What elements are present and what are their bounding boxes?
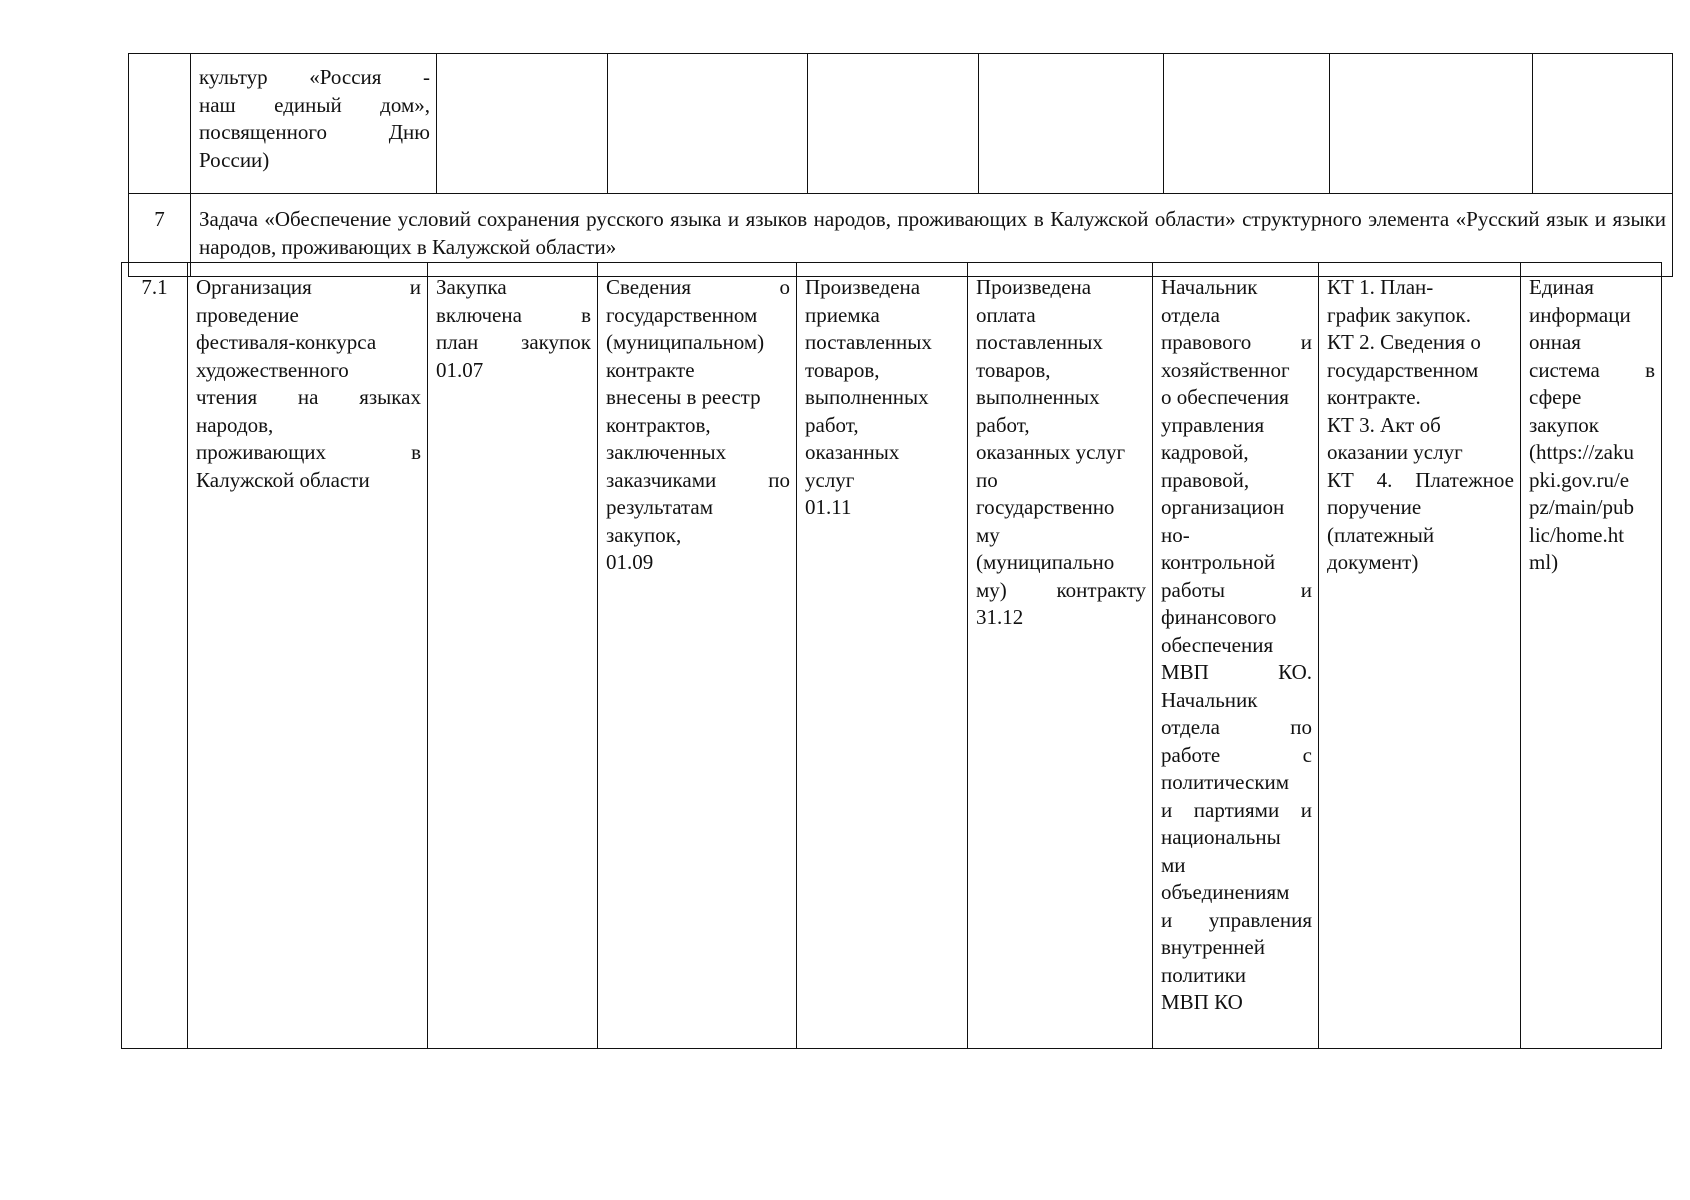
payment-line: оплата [976,302,1036,327]
acceptance-line: работ, [805,412,859,437]
event-line: проживающих в [196,440,421,464]
contract-line: контрактов, [606,412,711,437]
responsible-line: отдела [1161,302,1220,327]
system-line: сфере [1529,385,1582,409]
system-cell [1521,263,1662,1049]
empty-cell [608,54,808,194]
system-line: (https://zaku [1529,440,1634,464]
contract-line: Сведения о [606,275,790,299]
event-line: чтения на языках [196,385,421,409]
empty-cell [437,54,608,194]
empty-cell [808,54,979,194]
payment-line: му) контракту [976,577,1146,602]
responsible-line: правовой, [1161,467,1250,492]
responsible-line: организацион [1161,495,1285,519]
documents-line: КТ 4. Платежное [1327,467,1514,492]
system-line: pz/main/pub [1529,495,1634,519]
contract-line: контракте [606,357,695,382]
responsible-line: политическим [1161,770,1290,794]
event-line: художественного [196,357,349,382]
event-line: фестиваля-конкурса [196,330,377,354]
acceptance-line: Произведена [805,275,921,299]
system-line: Единая [1529,275,1594,299]
responsible-line: объединениям [1161,880,1290,904]
purchase-line: план закупок [436,330,591,354]
system-line: система в [1529,357,1655,382]
documents-line: документ) [1327,550,1419,574]
documents-line: поручение [1327,495,1422,519]
system-line: закупок [1529,412,1599,437]
contract-line: заключенных [606,440,727,464]
event-line: посвященного Дню [199,120,430,144]
responsible-line: управления [1161,412,1265,437]
system-line: ml) [1529,550,1559,574]
payment-line: государственно [976,495,1115,519]
responsible-line: отдела по [1161,715,1312,739]
payment-line: (муниципально [976,550,1115,574]
table-continuation [128,53,1673,277]
acceptance-line: оказанных [805,440,900,464]
contract-date: 01.09 [606,550,654,574]
documents-line: (платежный [1327,522,1435,547]
event-line: Организация и [196,275,421,299]
payment-line: товаров, [976,357,1051,382]
task-cell: Задача «Обеспечение условий сохранения русского языка и языков народов, проживающих в Калужской области» структурного элемента «Русский язык и языки народов, проживающих в Калужской области» [191,194,1673,277]
event-line: Калужской области [196,467,370,492]
empty-cell [1330,54,1533,194]
payment-cell [968,263,1153,1049]
documents-line: график закупок. [1327,302,1471,327]
responsible-line: МВП КО. [1161,660,1312,684]
responsible-line: и управления [1161,907,1312,932]
payment-date: 31.12 [976,605,1024,629]
responsible-line: кадровой, [1161,440,1249,464]
documents-line: КТ 1. План- [1327,275,1434,299]
acceptance-line: выполненных [805,385,929,409]
documents-line: оказании услуг [1327,440,1463,464]
documents-line: КТ 3. Акт об [1327,412,1441,437]
responsible-line: национальны [1161,825,1281,849]
table-row [129,54,1673,194]
event-line: культур «Россия - [199,65,430,89]
responsible-line: правового и [1161,330,1312,354]
row-number-cell [129,54,191,194]
responsible-line: ми [1161,852,1186,877]
responsible-line: и партиями и [1161,797,1312,822]
responsible-line: контрольной [1161,550,1276,574]
acceptance-date: 01.11 [805,495,852,519]
event-line: народов, [196,412,274,437]
documents-line: государственном [1327,357,1479,382]
purchase-date: 01.07 [436,357,484,382]
purchase-line: Закупка [436,275,507,299]
purchase-line: включена в [436,302,591,327]
documents-cell [1319,263,1521,1049]
table-row [122,263,1662,1049]
contract-line: результатам [606,495,714,519]
acceptance-line: товаров, [805,357,880,382]
responsible-line: но- [1161,522,1190,547]
payment-line: по [976,467,998,492]
responsible-line: Начальник [1161,687,1258,712]
acceptance-line: приемка [805,302,880,327]
purchase-cell [428,263,598,1049]
system-line: pki.gov.ru/e [1529,467,1630,492]
event-line: проведение [196,302,299,327]
responsible-line: политики [1161,962,1247,987]
event-cell [191,54,437,194]
payment-line: Произведена [976,275,1092,299]
event-line: России) [199,147,270,172]
responsible-cell [1153,263,1319,1049]
event-cell [188,263,428,1049]
acceptance-line: услуг [805,467,855,492]
responsible-line: работы и [1161,577,1312,602]
payment-line: оказанных услуг [976,440,1126,464]
responsible-line: работе с [1161,742,1312,767]
responsible-line: Начальник [1161,275,1258,299]
empty-cell [1164,54,1330,194]
contract-line: внесены в реестр [606,385,761,409]
payment-line: работ, [976,412,1030,437]
system-line: lic/home.ht [1529,522,1625,547]
contract-cell [598,263,797,1049]
empty-cell [1533,54,1673,194]
acceptance-line: поставленных [805,330,932,354]
system-line: онная [1529,330,1581,354]
row-number-cell: 7 [129,194,191,277]
system-line: информаци [1529,302,1631,327]
contract-line: государственном [606,302,758,327]
contract-line: (муниципальном) [606,330,765,354]
documents-line: контракте. [1327,385,1421,409]
table-row-7-1 [121,262,1662,1049]
row-number-cell: 7.1 [122,263,188,1049]
responsible-line: хозяйственног [1161,357,1290,382]
responsible-line: внутренней [1161,935,1265,959]
responsible-line: финансового [1161,605,1277,629]
documents-line: КТ 2. Сведения о [1327,330,1481,354]
contract-line: заказчиками по [606,467,790,492]
payment-line: му [976,522,1000,547]
acceptance-cell [797,263,968,1049]
responsible-line: МВП КО [1161,990,1243,1014]
event-line: наш единый дом», [199,92,430,117]
empty-cell [979,54,1164,194]
payment-line: выполненных [976,385,1100,409]
responsible-line: о обеспечения [1161,385,1289,409]
contract-line: закупок, [606,522,682,547]
payment-line: поставленных [976,330,1103,354]
responsible-line: обеспечения [1161,632,1274,657]
